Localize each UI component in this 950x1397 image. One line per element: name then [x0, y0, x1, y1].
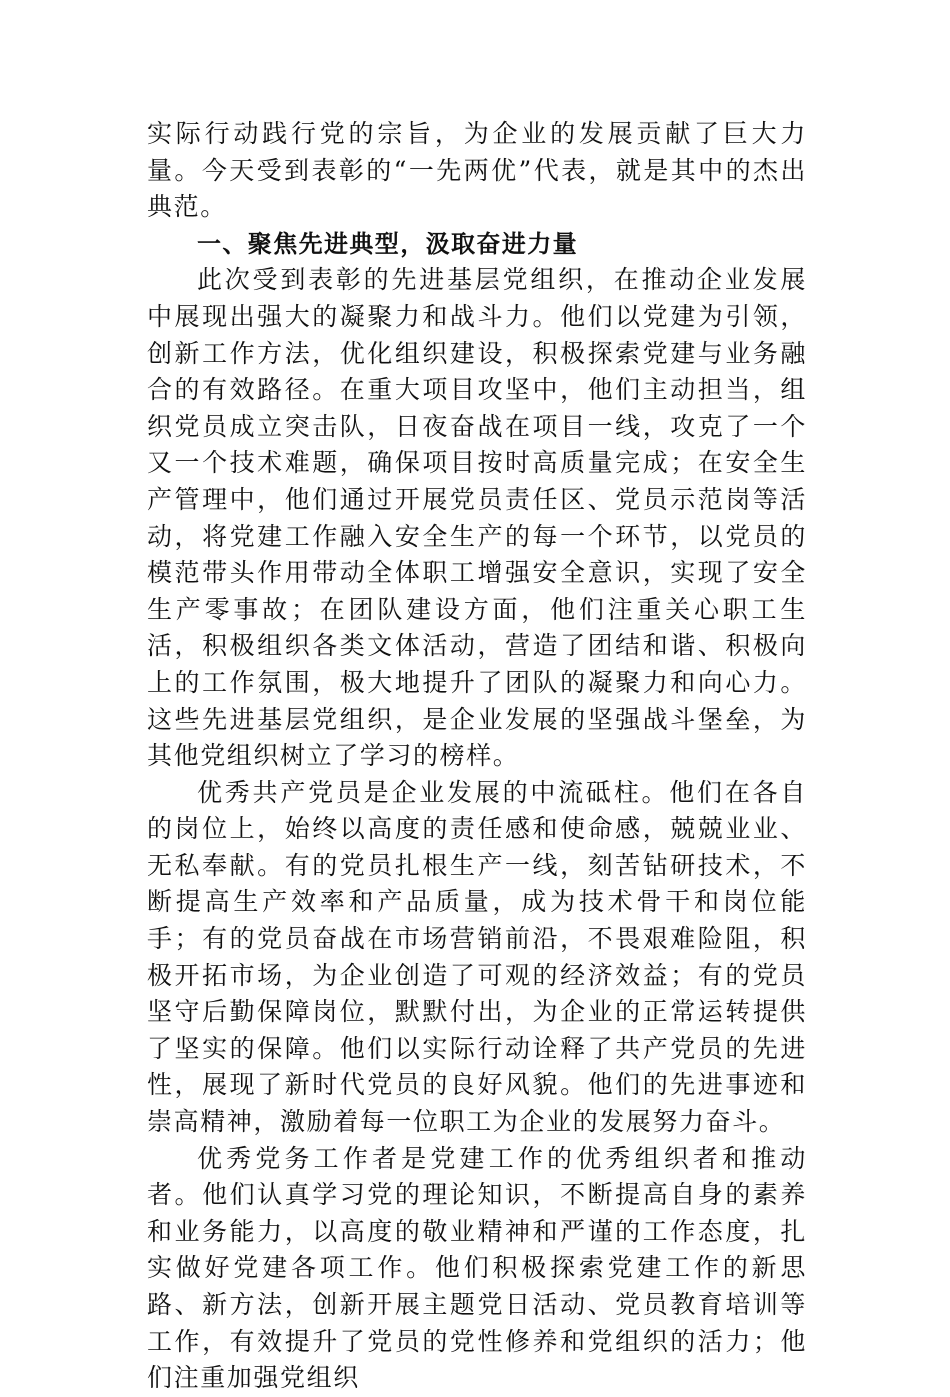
paragraph-advanced-organizations: 此次受到表彰的先进基层党组织，在推动企业发展中展现出强大的凝聚力和战斗力。他们以党建为引领，创新工作方法，优化组织建设，积极探索党建与业务融合的有效路径。在重大项目攻坚中，他们主动担当，组织党员成立突击队，日夜奋战在项目一线，攻克了一个又一个技术难题，确保项目按时高质量完成；在安全生产管理中，他们通过开展党员责任区、党员示范岗等活动，将党建工作融入安全生产的每一个环节，以党员的模范带头作用带动全体职工增强安全意识，实现了安全生产零事故；在团队建设方面，他们注重关心职工生活，积极组织各类文体活动，营造了团结和谐、积极向上的工作氛围，极大地提升了团队的凝聚力和向心力。这些先进基层党组织，是企业发展的坚强战斗堡垒，为其他党组织树立了学习的榜样。: [147, 265, 807, 771]
paragraph-party-workers: 优秀党务工作者是党建工作的优秀组织者和推动者。他们认真学习党的理论知识，不断提高自身的素养和业务能力，以高度的敬业精神和严谨的工作态度，扎实做好党建各项工作。他们积极探索党建工作的新思路、新方法，创新开展主题党日活动、党员教育培训等工作，有效提升了党员的党性修养和党组织的活力；他们注重加强党组织: [147, 1143, 807, 1393]
paragraph-excellent-members: 优秀共产党员是企业发展的中流砥柱。他们在各自的岗位上，始终以高度的责任感和使命感，兢兢业业、无私奉献。有的党员扎根生产一线，刻苦钻研技术，不断提高生产效率和产品质量，成为技术骨干和岗位能手；有的党员奋战在市场营销前沿，不畏艰难险阻，积极开拓市场，为企业创造了可观的经济效益；有的党员坚守后勤保障岗位，默默付出，为企业的正常运转提供了坚实的保障。他们以实际行动诠释了共产党员的先进性，展现了新时代党员的良好风貌。他们的先进事迹和崇高精神，激励着每一位职工为企业的发展努力奋斗。: [147, 777, 807, 1137]
document-page: [147, 116, 807, 1397]
section-heading: 一、聚焦先进典型，汲取奋进力量: [197, 229, 578, 258]
paragraph-intro: 实际行动践行党的宗旨，为企业的发展贡献了巨大力量。今天受到表彰的“一先两优”代表，就是其中的杰出典范。: [147, 119, 807, 222]
